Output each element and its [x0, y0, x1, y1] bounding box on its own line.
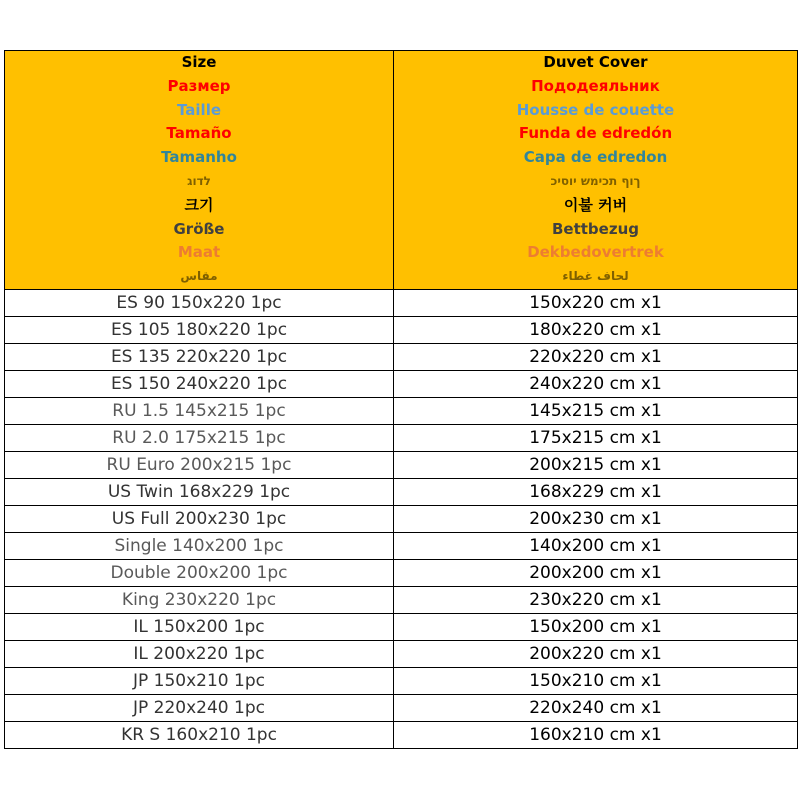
cover-header-cell	[394, 51, 798, 290]
table-header	[5, 51, 798, 290]
header-row	[5, 51, 798, 290]
table-row	[5, 316, 798, 343]
table-body	[5, 289, 798, 748]
cover-cell: 240x220 cm x1	[394, 370, 798, 397]
table-row	[5, 559, 798, 586]
cover-label-de: Bettbezug	[551, 219, 639, 238]
cover-cell: 220x220 cm x1	[394, 343, 798, 370]
size-cell: US Full 200x230 1pc	[5, 505, 394, 532]
table-row	[5, 370, 798, 397]
size-cell: KR S 160x210 1pc	[5, 721, 394, 748]
cover-cell: 200x230 cm x1	[394, 505, 798, 532]
cover-cell: 180x220 cm x1	[394, 316, 798, 343]
table-row	[5, 613, 798, 640]
size-label-ar: مقاس	[180, 269, 218, 284]
table-row	[5, 586, 798, 613]
cover-label-en: Duvet Cover	[543, 53, 648, 71]
cover-cell: 200x215 cm x1	[394, 451, 798, 478]
size-cell: JP 150x210 1pc	[5, 667, 394, 694]
cover-label-pt: Capa de edredon	[523, 148, 668, 167]
size-cell: IL 200x220 1pc	[5, 640, 394, 667]
size-cell: RU 1.5 145x215 1pc	[5, 397, 394, 424]
table-row	[5, 532, 798, 559]
cover-cell: 168x229 cm x1	[394, 478, 798, 505]
cover-label-ru: Пододеяльник	[531, 76, 660, 95]
cover-label-he: ךוף תכימש יוסיכ	[550, 173, 641, 188]
size-cell: RU Euro 200x215 1pc	[5, 451, 394, 478]
cover-cell: 220x240 cm x1	[394, 694, 798, 721]
size-label-he: לדוג	[187, 173, 211, 188]
table-row	[5, 694, 798, 721]
cover-label-nl: Dekbedovertrek	[527, 243, 664, 262]
table-row	[5, 289, 798, 316]
size-label-ru: Размер	[167, 76, 231, 95]
size-cell: King 230x220 1pc	[5, 586, 394, 613]
size-label-pt: Tamanho	[161, 148, 237, 167]
size-chart-table	[4, 50, 798, 749]
cover-cell: 160x210 cm x1	[394, 721, 798, 748]
size-label-nl: Maat	[177, 243, 221, 262]
size-cell: ES 150 240x220 1pc	[5, 370, 394, 397]
size-cell: JP 220x240 1pc	[5, 694, 394, 721]
table-row	[5, 478, 798, 505]
size-label-es: Tamaño	[166, 124, 232, 143]
size-header-cell	[5, 51, 394, 290]
table-row	[5, 721, 798, 748]
size-cell: US Twin 168x229 1pc	[5, 478, 394, 505]
cover-cell: 200x220 cm x1	[394, 640, 798, 667]
cover-cell: 150x210 cm x1	[394, 667, 798, 694]
size-cell: Single 140x200 1pc	[5, 532, 394, 559]
table-row	[5, 424, 798, 451]
size-cell: IL 150x200 1pc	[5, 613, 394, 640]
table-row	[5, 343, 798, 370]
table-row	[5, 397, 798, 424]
table-row	[5, 505, 798, 532]
size-cell: ES 105 180x220 1pc	[5, 316, 394, 343]
cover-cell: 145x215 cm x1	[394, 397, 798, 424]
size-cell: Double 200x200 1pc	[5, 559, 394, 586]
cover-label-ko: 이불 커버	[563, 195, 628, 214]
size-cell: ES 90 150x220 1pc	[5, 289, 394, 316]
cover-cell: 140x200 cm x1	[394, 532, 798, 559]
cover-cell: 200x200 cm x1	[394, 559, 798, 586]
size-label-de: Größe	[173, 219, 225, 238]
table-row	[5, 667, 798, 694]
size-label-ko: 크기	[184, 195, 214, 214]
size-label-en: Size	[181, 53, 217, 71]
cover-cell: 150x200 cm x1	[394, 613, 798, 640]
table-row	[5, 640, 798, 667]
cover-cell: 150x220 cm x1	[394, 289, 798, 316]
size-cell: ES 135 220x220 1pc	[5, 343, 394, 370]
table-row	[5, 451, 798, 478]
cover-label-es: Funda de edredón	[518, 124, 673, 143]
cover-label-ar: لحاف غطاء	[562, 269, 629, 284]
cover-label-fr: Housse de couette	[516, 100, 675, 119]
size-cell: RU 2.0 175x215 1pc	[5, 424, 394, 451]
cover-cell: 230x220 cm x1	[394, 586, 798, 613]
size-label-fr: Taille	[176, 100, 222, 119]
cover-cell: 175x215 cm x1	[394, 424, 798, 451]
